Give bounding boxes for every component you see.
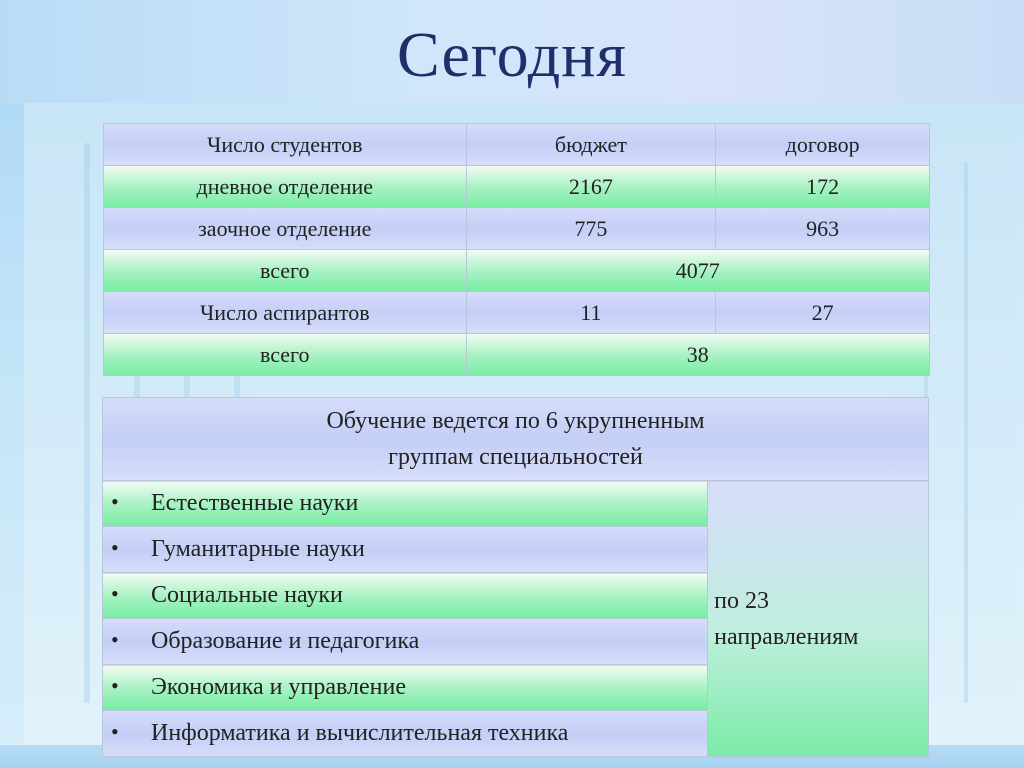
header-line: Обучение ведется по 6 укрупненным [326,408,705,434]
bullet-icon: • [111,581,119,606]
specialty-label: Гуманитарные науки [151,536,365,562]
table-row [104,166,930,208]
row-label: Число аспирантов [104,292,467,334]
list-item [103,481,929,527]
row-label: заочное отделение [104,208,467,250]
header-cell: Число студентов [104,124,467,166]
table-row [104,292,930,334]
specialties-header-row [103,398,929,481]
contract-value: 963 [716,208,930,250]
header-cell: договор [716,124,930,166]
specialty-item [103,619,708,665]
row-label: всего [104,334,467,376]
contract-value: 27 [716,292,930,334]
table-row-total [104,250,930,292]
table-row-total [104,334,930,376]
specialty-label: Информатика и вычислительная техника [151,720,569,746]
specialty-item [103,711,708,757]
total-value: 4077 [466,250,929,292]
bullet-icon: • [111,489,119,514]
row-label: всего [104,250,467,292]
specialty-label: Экономика и управление [151,674,406,700]
students-table [103,123,930,376]
specialty-item [103,481,708,527]
specialty-item [103,573,708,619]
directions-line: направлениям [714,624,859,650]
header-line: группам специальностей [388,444,643,470]
specialty-label: Естественные науки [151,490,359,516]
specialty-label: Социальные науки [151,582,343,608]
specialty-label: Образование и педагогика [151,628,420,654]
specialty-item [103,665,708,711]
bullet-icon: • [111,535,119,560]
bullet-icon: • [111,673,119,698]
budget-value: 2167 [466,166,716,208]
slide-title: Сегодня [397,19,627,90]
budget-value: 11 [466,292,716,334]
contract-value: 172 [716,166,930,208]
specialties-header [103,398,929,481]
table-row [104,208,930,250]
directions-line: по 23 [714,588,769,614]
table-header-row [104,124,930,166]
bullet-icon: • [111,627,119,652]
specialty-item [103,527,708,573]
header-cell: бюджет [466,124,716,166]
bullet-icon: • [111,719,119,744]
directions-cell [708,481,929,757]
row-label: дневное отделение [104,166,467,208]
budget-value: 775 [466,208,716,250]
total-value: 38 [466,334,929,376]
specialties-table [102,397,929,757]
